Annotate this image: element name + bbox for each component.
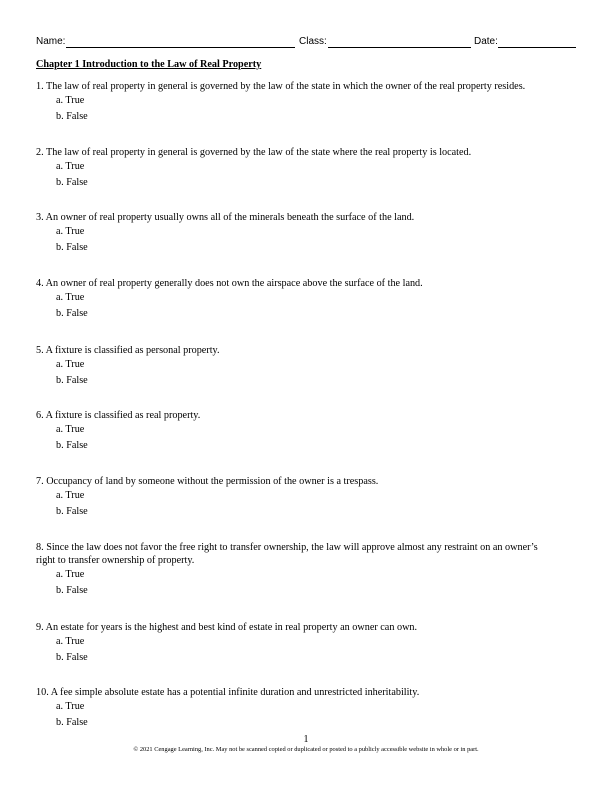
class-line[interactable] [328, 47, 471, 48]
option-false[interactable]: b. False [56, 440, 88, 451]
chapter-title: Chapter 1 Introduction to the Law of Real Property [36, 59, 262, 70]
question-2 [36, 146, 581, 191]
option-true[interactable]: a. True [56, 636, 85, 647]
option-false[interactable]: b. False [56, 375, 88, 386]
question-stem: 5. A fixture is classified as personal property. [36, 345, 220, 356]
option-true[interactable]: a. True [56, 359, 85, 370]
question-stem: 6. A fixture is classified as real property. [36, 410, 201, 421]
page-number: 1 [303, 734, 309, 745]
option-true[interactable]: a. True [56, 95, 85, 106]
question-stem: 3. An owner of real property usually owns all of the minerals beneath the surface of the land. [36, 212, 415, 223]
option-true[interactable]: a. True [56, 292, 85, 303]
question-stem: 10. A fee simple absolute estate has a potential infinite duration and unrestricted inheritability. [36, 687, 420, 698]
option-false[interactable]: b. False [56, 177, 88, 188]
question-stem: 4. An owner of real property generally does not own the airspace above the surface of the land. [36, 278, 423, 289]
question-10 [36, 686, 581, 731]
option-false[interactable]: b. False [56, 585, 88, 596]
option-true[interactable]: a. True [56, 490, 85, 501]
name-label: Name: [36, 36, 66, 47]
question-9 [36, 621, 581, 666]
option-false[interactable]: b. False [56, 717, 88, 728]
question-stem: 8. Since the law does not favor the free right to transfer ownership, the law will approve almost any restraint on an owner’s right to transfer ownership of property. [36, 542, 538, 566]
student-info-header [36, 36, 576, 50]
date-line[interactable] [498, 47, 576, 48]
option-true[interactable]: a. True [56, 569, 85, 580]
option-false[interactable]: b. False [56, 506, 88, 517]
option-true[interactable]: a. True [56, 226, 85, 237]
question-6 [36, 409, 581, 454]
option-false[interactable]: b. False [56, 111, 88, 122]
option-true[interactable]: a. True [56, 424, 85, 435]
question-4 [36, 277, 581, 322]
question-stem: 7. Occupancy of land by someone without the permission of the owner is a trespass. [36, 476, 379, 487]
option-false[interactable]: b. False [56, 652, 88, 663]
name-line[interactable] [66, 47, 295, 48]
class-label: Class: [299, 36, 327, 47]
question-7 [36, 475, 581, 520]
question-stem: 9. An estate for years is the highest and best kind of estate in real property an owner can own. [36, 622, 418, 633]
question-1 [36, 80, 581, 125]
question-8 [36, 541, 581, 599]
option-false[interactable]: b. False [56, 242, 88, 253]
copyright-notice: © 2021 Cengage Learning, Inc. May not be scanned copied or duplicated or posted to a publicly accessible website in whole or in part. [133, 746, 479, 753]
date-label: Date: [474, 36, 498, 47]
question-3 [36, 211, 581, 256]
question-stem: 1. The law of real property in general is governed by the law of the state in which the owner of the real property resides. [36, 81, 526, 92]
question-5 [36, 344, 581, 389]
option-true[interactable]: a. True [56, 701, 85, 712]
option-true[interactable]: a. True [56, 161, 85, 172]
question-stem: 2. The law of real property in general is governed by the law of the state where the real property is located. [36, 147, 472, 158]
option-false[interactable]: b. False [56, 308, 88, 319]
